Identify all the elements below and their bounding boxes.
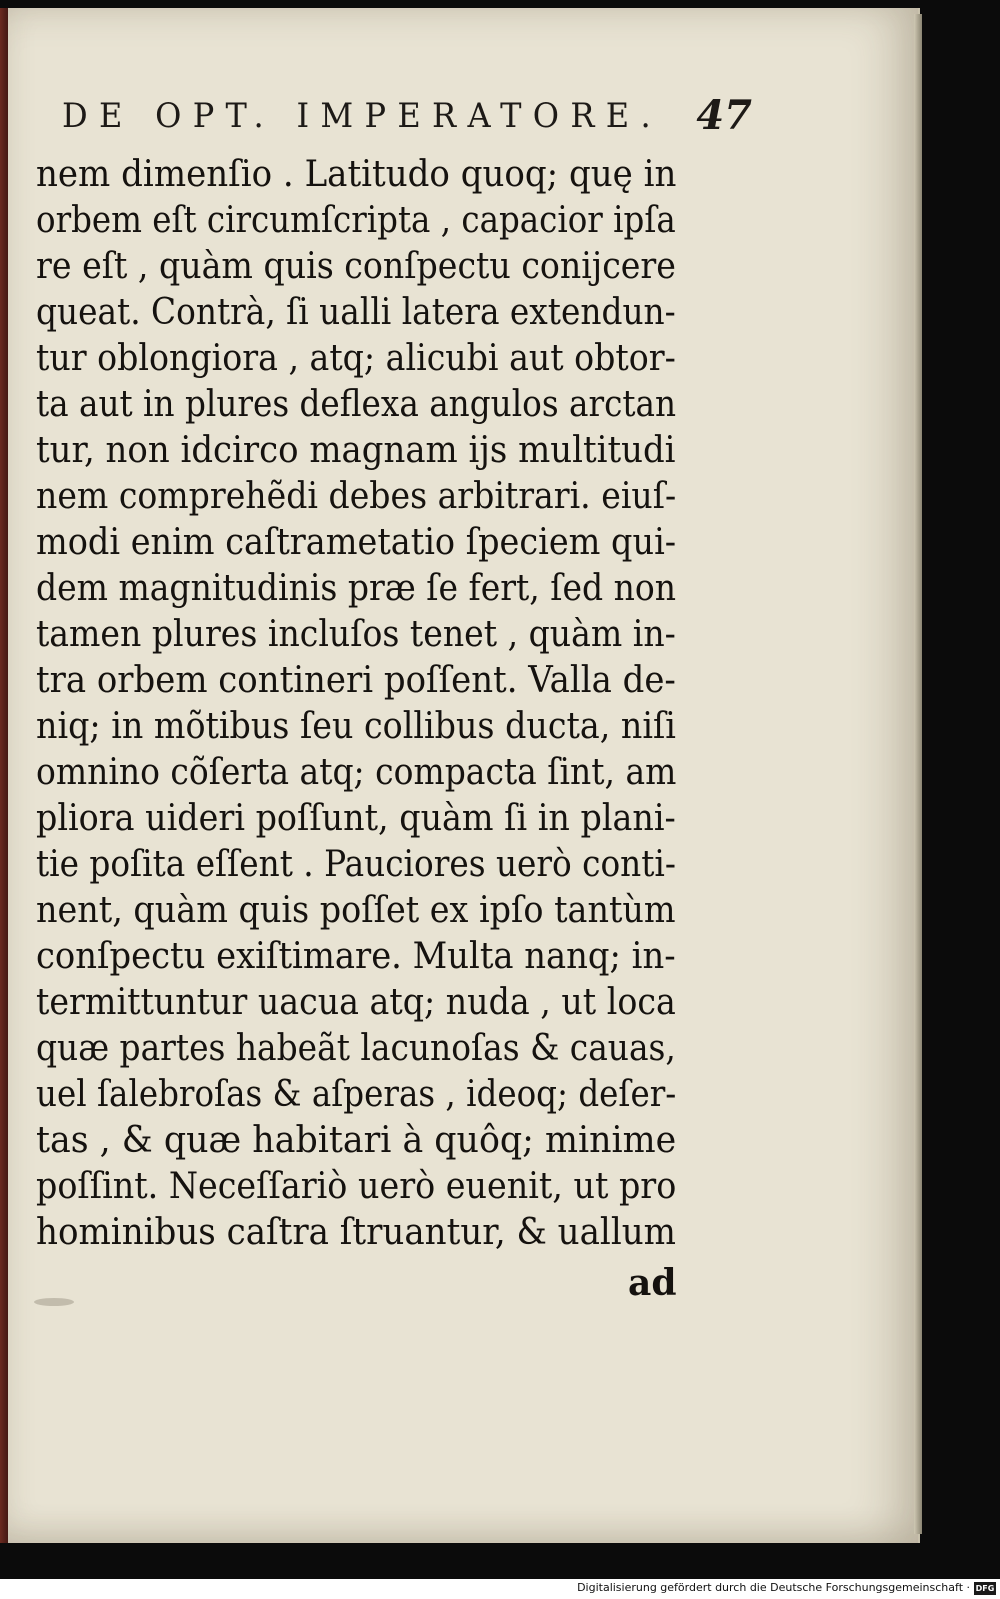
text-line: tur oblongiora , atq; alicubi aut obtor- [36,338,676,379]
body-text [36,152,686,1256]
funding-credit: Digitalisierung gefördert durch die Deutsche Forschungsgemeinschaft · [577,1581,970,1594]
text-line: nent, quàm quis poſſet ex ipſo tantùm [36,890,676,931]
text-line: modi enim caſtrametatio ſpeciem qui- [36,522,677,563]
text-line: orbem eſt circumſcripta , capacior ipſa [36,200,676,241]
text-line: queat. Contrà, ſi ualli latera extendun- [36,292,676,333]
text-line: ta aut in plures deflexa angulos arctan [36,384,677,425]
text-line: uel ſalebroſas & aſperas , ideoq; deſer- [36,1074,677,1115]
page-edge [914,14,922,1534]
text-line: tra orbem contineri poſſent. Valla de- [36,660,676,701]
text-line: omnino cõſerta atq; compacta ſint, am [36,752,677,793]
text-line: tie poſita eſſent . Pauciores uerò conti- [36,844,676,885]
footer-bar [0,1579,1000,1599]
text-line: poſſint. Neceſſariò uerò euenit, ut pro [36,1166,677,1207]
text-line: tas , & quæ habitari à quôq; minime [36,1120,677,1161]
page-header [62,92,752,148]
text-line: dem magnitudinis præ ſe fert, ſed non [36,568,677,609]
text-line: niq; in mõtibus ſeu collibus ducta, niſi [36,706,676,747]
text-line: conſpectu exiſtimare. Multa nanq; in- [36,936,676,977]
text-line: quæ partes habeãt lacunoſas & cauas, [36,1028,676,1069]
text-line: nem dimenſio . Latitudo quoq; quę in [36,154,677,195]
dfg-logo: DFG [975,1584,995,1593]
page-number: 47 [696,92,752,139]
text-line: nem comprehẽdi debes arbitrari. eiuſ- [36,476,677,517]
text-line: tamen plures incluſos tenet , quàm in- [36,614,676,655]
text-line: termittuntur uacua atq; nuda , ut loca [36,982,676,1023]
text-line: hominibus caſtra ſtruantur, & uallum [36,1212,677,1253]
text-line: re eſt , quàm quis conſpectu conijcere [36,246,676,287]
catchword: ad [628,1262,677,1304]
ink-smudge [34,1298,74,1306]
text-line: tur, non idcirco magnam ijs multitudi [36,430,676,471]
text-line: pliora uideri poſſunt, quàm ſi in plani- [36,798,676,839]
running-title: DE OPT. IMPERATORE. [62,96,662,136]
